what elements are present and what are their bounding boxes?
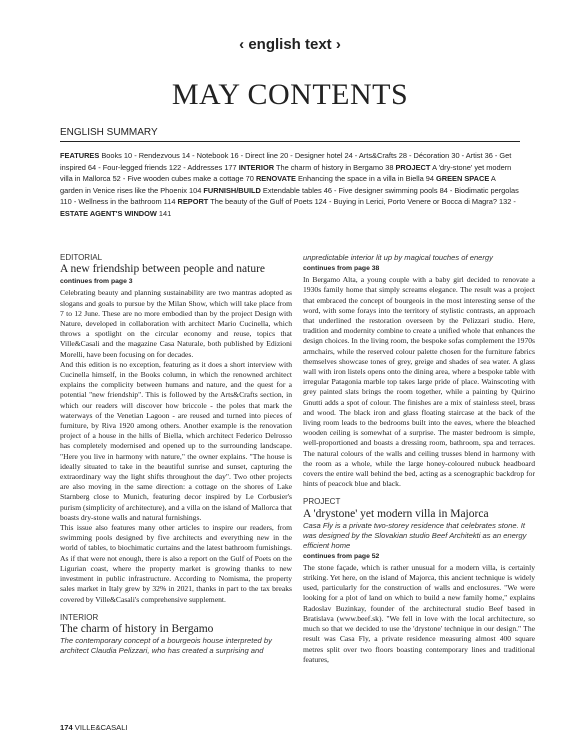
- summary-items: Extendable tables 46 - Five designer swimming pools 84 - Biodimatic pergolas 110 - Wellness in the bathroom 114: [60, 185, 519, 207]
- right-column: [303, 253, 535, 665]
- summary-items: Books 10 - Rendezvous 14 - Notebook 16 - Direct line 20 - Designer hotel 24 - Arts&Crafts 28 - Décoration 30 - Artist 36 - Get inspired 64 - Four-legged friends 122 - Addresses 177: [60, 151, 512, 172]
- summary-items: 141: [156, 208, 172, 218]
- project-body: [303, 563, 535, 665]
- summary-category: ESTATE AGENT'S WINDOW: [60, 208, 157, 218]
- summary-text: [60, 150, 520, 220]
- page-number: 174: [60, 723, 73, 732]
- editorial-title: A new friendship between people and nature: [60, 263, 266, 276]
- paragraph: This issue also features many other articles to inspire our readers, from swimming pools designed by five architects and everything new in the world of tables, to biochimatic curtains and the latest bathroom furnishings. As if that were not enough, there is also a report on the Gulf of Poets on the Ligurian coast, where the property market is growing thanks to new investment in public infrastructure. According to Nomisma, the property sales market in Italy grew by 32% in 2021, thanks in part to the tax breaks covered by Ville&Casali's comprehensive supplement.: [60, 523, 292, 604]
- summary-items: Enhancing the space in a villa in Biella 94: [295, 174, 437, 184]
- summary-items: A garden in Venice rises like the Phoenix 104: [60, 174, 496, 195]
- magazine-brand: VILLE&CASALI: [74, 723, 128, 732]
- page-footer: [60, 723, 128, 732]
- section-kicker: ‹ english text ›: [239, 36, 341, 53]
- paragraph: And this edition is no exception, featuring as it does a short interview with Cucinella himself, in the Books column, in which the renowned architect explains the complicity between humans and nature, and the quest for a potential "new friendship". This is followed by the Arts&Crafts section, in which our readers will discover how briccole - the poles that mark the waterways of the Venetian Lagoon - are reused and turned into pieces of furniture, by Riva 1920 among others. Another example is the renovation project of a house in the hills of Biella, which architect Federico Delrosso has completely modernised and opened up to the surrounding landscape. "Here you live in harmony with nature," the owner explains. "The house is ideally situated to take in the beautiful sunrise and sunset, capturing the extraordinary way the light shifts throughout the day". Two other projects are also moving in the same direction: a cottage on the shores of Lake Starnberg close to Munich, featuring decor inspired by Le Corbusier's purism (simplicity of architecture), and a villa on the island of Mallorca that boasts dry-stone walls and natural furnishings.: [60, 359, 292, 522]
- summary-items: The beauty of the Gulf of Poets 124 - Buying in Lerici, Porto Venere or Bocca di Magra? 132 -: [208, 197, 516, 207]
- left-column: [60, 253, 292, 656]
- paragraph: Celebrating beauty and planning sustainability are two mantras adopted as slogans and goals to pursue by the Milan Show, which will take place from 7 to 12 June. These are no more embodied than by the project Design with Nature, developed in collaboration with architect Mario Cucinella, which throws a spotlight on the circular economy and reuse, topics that Ville&Casali and the magazine Casa Naturale, both published by Edizioni Morelli, have been focusing on for decades.: [60, 288, 292, 359]
- project-subtitle: Casa Fly is a private two-storey residence that celebrates stone. It was designed by the Slovakian studio Beef Architekti as an energy efficient home: [303, 520, 527, 550]
- summary-category: FEATURES: [60, 151, 100, 160]
- interior-subtitle-continued: unpredictable interior lit up by magical touches of energy: [303, 253, 493, 262]
- summary-items: The charm of history in Bergamo 38: [274, 162, 396, 172]
- summary-category: GREEN SPACE: [436, 174, 490, 184]
- summary-heading: ENGLISH SUMMARY: [60, 127, 520, 142]
- paragraph: The stone façade, which is rather unusual for a modern villa, is certainly striking. Yet here, on the island of Majorca, this ancient technique is widely used, particularly for the construction of walls and enclosures. "We were looking for a plot of land on which to build a new family home," explains Radoslav Buzinkay, founder of the architectural studio Beef based in Bratislava (www.beef.sk). "We fell in love with the local architecture, so much so that we decided to use the 'drystone' technique in our design." The result was Casa Fly, a private residence measuring almost 400 square metres split over two floors boasting contemporary lines and traditional features,: [303, 562, 535, 664]
- project-title: A 'drystone' yet modern villa in Majorca: [303, 507, 489, 520]
- section-label-interior: INTERIOR: [60, 612, 99, 622]
- summary-category: FURNISH/BUILD: [203, 185, 261, 195]
- summary-items: A 'dry-stone' yet modern villa in Mallorca 52 - Five wooden cubes make a cottage 70: [60, 162, 512, 184]
- interior-subtitle: The contemporary concept of a bourgeois house interpreted by architect Claudia Pelizzari, who has created a surprising and: [60, 635, 272, 655]
- interior-title: The charm of history in Bergamo: [60, 622, 214, 635]
- continued-note: continues from page 38: [303, 265, 380, 272]
- paragraph: In Bergamo Alta, a young couple with a baby girl decided to renovate a 1930s family home that simply screams elegance. The result was a project that embraced the concept of bourgeois in the most interesting sense of the word, with some forays into the territory of stylistic contrasts, an approach that underlined the restoration overseen by the Pelizzari studio. Here, tradition and modernity combine to create a unified whole that enhances the design choices. In the living room, the bespoke sofas complement the 1970s armchairs, while the reserved colour palette chosen for the furniture fabrics themselves showcase tones of grey, greige and shades of sea water. A glass wall with iron listels opens onto the dining area, where a bespoke table with irregular Patagonia marble top takes large pride of place. Wainscoting with grey painted slats brings the room together, while a painting by Quirino Gnutti adds a spot of colour. The finishes are a mix of stainless steel, brass and wood. The black iron and glass floating staircase at the back of the living room leads to the bedrooms built into the eaves, where the bleached wooden ceiling is somewhat of a surprise. The master bedroom is simple, well-proportioned and boasts a dressing room, bathroom, spa and terraces. The natural colours of the walls and ceiling trusses blend in harmony with the room as a whole, while the large honey-coloured nubuck headboard covers the entire wall behind the bed, acting as a scenographic backdrop for hints of peacock blue and black.: [303, 275, 535, 489]
- interior-body: [303, 275, 535, 489]
- summary-category: INTERIOR: [238, 162, 275, 172]
- page-title: MAY CONTENTS: [171, 78, 409, 111]
- summary-category: REPORT: [177, 197, 209, 207]
- summary-category: RENOVATE: [255, 174, 296, 184]
- continued-note: continues from page 52: [303, 552, 380, 560]
- editorial-body: [60, 288, 292, 604]
- section-label-editorial: EDITORIAL: [60, 253, 103, 262]
- continued-note: continues from page 3: [60, 278, 133, 286]
- summary-category: PROJECT: [395, 162, 431, 172]
- section-label-project: PROJECT: [303, 497, 341, 507]
